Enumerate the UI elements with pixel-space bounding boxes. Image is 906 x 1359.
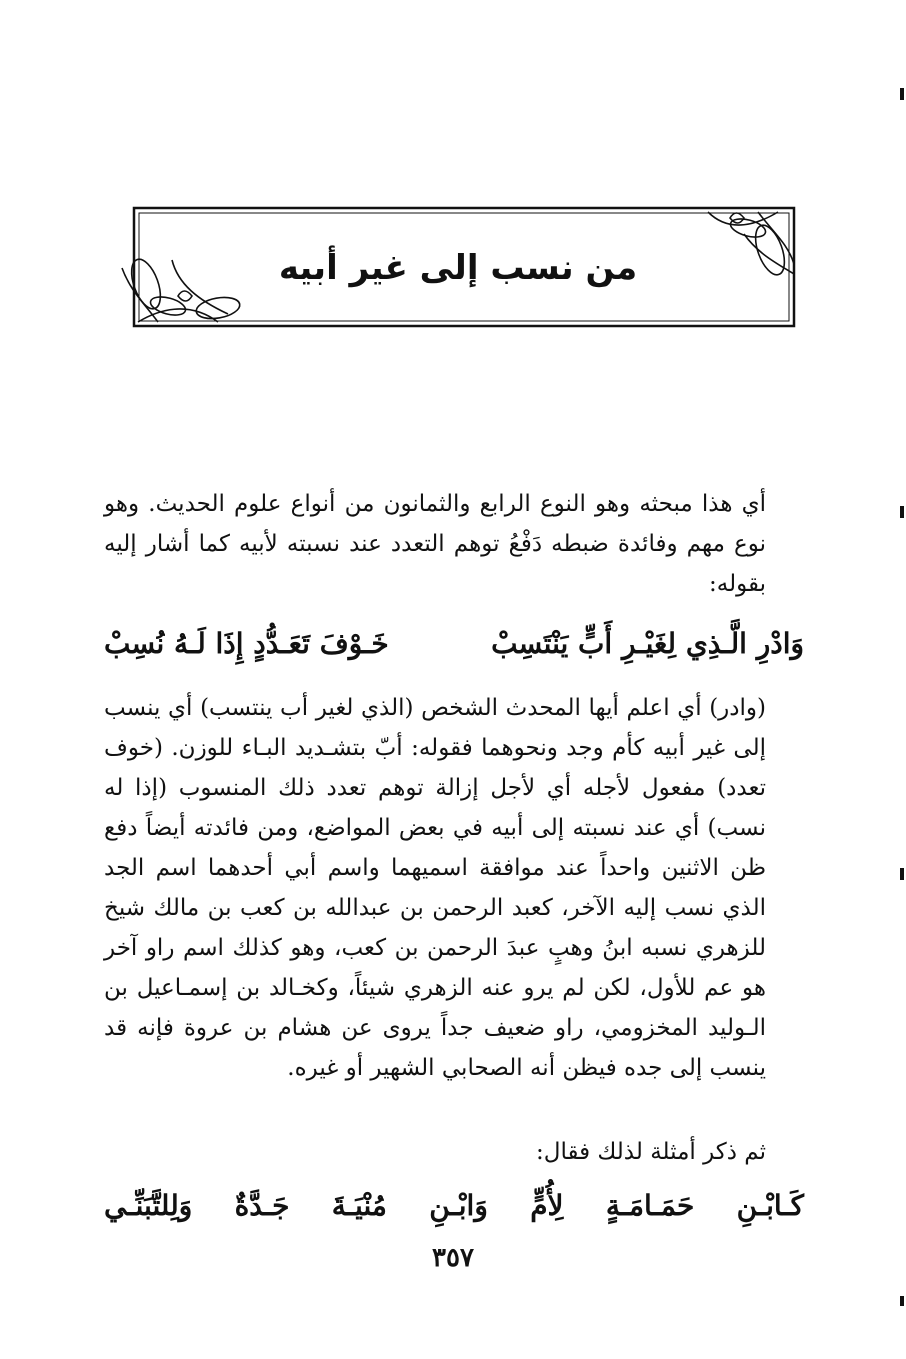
scan-edge-mark (900, 88, 904, 100)
verse-word: حَمَـامَـةٍ (605, 1189, 695, 1222)
verse-word: مُنْيَـةَ (331, 1189, 387, 1222)
page-number: ٣٥٧ (432, 1243, 474, 1273)
verse-word: وَلِلتَّبَنِّـي (104, 1189, 193, 1222)
scan-edge-mark (900, 1296, 904, 1306)
verse-word: كَـابْـنِ (736, 1189, 804, 1222)
scan-edge-mark (900, 868, 904, 880)
verse-first-hemistich: وَادْرِ الَّـذِي لِغَيْـرِ أَبٍّ يَنْتَسِبْ (491, 627, 804, 660)
verse-line-1 (104, 622, 804, 666)
verse-second-hemistich: خَـوْفَ تَعَـدُّدٍ إِذَا لَـهُ نُسِبْ (104, 627, 389, 660)
paragraph-text: ثم ذكر أمثلة لذلك فقال: (536, 1139, 766, 1165)
verse-word: وَابْـنِ (429, 1189, 488, 1222)
scan-edge-mark (900, 506, 904, 518)
chapter-heading-frame (118, 204, 798, 332)
paragraph-text: (وادر) أي اعلم أيها المحدث الشخص (الذي لغير أب ينتسب) أي ينسب إلى غير أبيه كأم وجد ونحوهما فقوله: أبّ بتشـديد البـاء للوزن. (خوف تعدد) مفعول لأجله أي لأجل إزالة توهم تعدد ذلك المنسوب (إذا له نسب) أي عند نسبته إلى أبيه في بعض المواضع، ومن فائدته أيضاً دفع ظن الاثنين واحداً عند موافقة اسميهما واسم أبي أحدهما اسم الجد الذي نسب إليه الآخر، كعبد الرحمن بن عبدالله بن كعب بن مالك شيخ للزهري نسبه ابنُ وهبٍ عبدَ الرحمن بن كعب، وهو كذلك اسم راو آخر هو عم للأول، لكن لم يرو عنه الزهري شيئاً، وكخـالد بن إسمـاعيل بن الـوليد المخزومي، راو ضعيف جداً يروى عن هشام بن عروة فإنه قد ينسب إلى جده فيظن أنه الصحابي الشهير أو غيره. (104, 695, 766, 1081)
commentary-paragraph (104, 688, 804, 1088)
verse-word: جَـدَّةٌ (234, 1189, 290, 1222)
verse-line-2 (104, 1184, 804, 1228)
paragraph-text: أي هذا مبحثه وهو النوع الرابع والثمانون من أنواع علوم الحديث. وهو نوع مهم وفائدة ضبطه دَفْعُ توهم التعدد عند نسبته لأبيه كما أشار إليه بقوله: (104, 491, 766, 597)
verse-word: لِأُمٍّ (530, 1189, 564, 1222)
transition-paragraph (104, 1132, 804, 1172)
intro-paragraph (104, 484, 804, 604)
chapter-title: من نسب إلى غير أبيه (278, 248, 638, 288)
